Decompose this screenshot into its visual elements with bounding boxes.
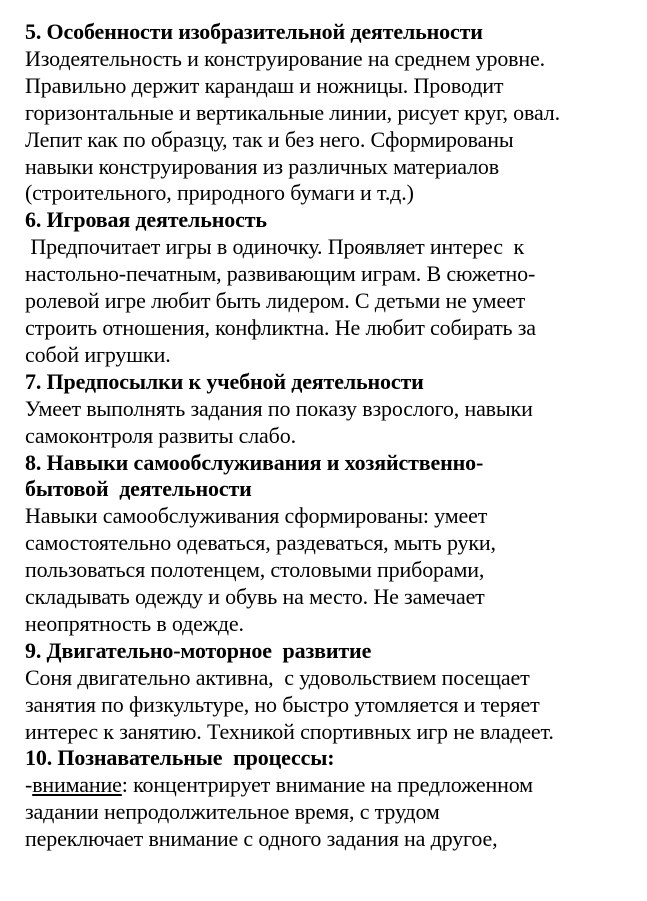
section-body <box>25 46 637 207</box>
body-line: Правильно держит карандаш и ножницы. Проводит <box>25 72 504 98</box>
body-line: горизонтальные и вертикальные линии, рисует круг, овал. <box>25 99 560 125</box>
section-heading <box>25 745 637 772</box>
attention-text: : концентрирует внимание на предложенном <box>121 772 533 798</box>
section-5-visual-activity <box>25 19 637 207</box>
body-line: Умеет выполнять задания по показу взрослого, навыки <box>25 395 533 421</box>
body-line: самостоятельно одеваться, раздеваться, мыть руки, <box>25 530 496 556</box>
body-line: задании непродолжительное время, с трудом <box>25 799 440 825</box>
body-line: (строительного, природного бумаги и т.д.) <box>25 180 414 206</box>
heading-line: 6. Игровая деятельность <box>25 207 267 233</box>
body-line: ролевой игре любит быть лидером. С детьми не умеет <box>25 288 526 314</box>
section-body <box>25 665 637 746</box>
body-line: интерес к занятию. Техникой спортивных игр не владеет. <box>25 718 554 744</box>
body-line: неопрятность в одежде. <box>25 610 244 636</box>
section-heading <box>25 207 637 234</box>
heading-line: 9. Двигательно-моторное развитие <box>25 637 372 663</box>
attention-term: внимание <box>32 772 122 798</box>
body-line: собой игрушки. <box>25 341 171 367</box>
body-line: Лепит как по образцу, так и без него. Сформированы <box>25 126 514 152</box>
attention-line <box>25 772 637 799</box>
section-heading <box>25 369 637 396</box>
section-8-self-care-skills <box>25 450 637 638</box>
body-line: пользоваться полотенцем, столовыми приборами, <box>25 557 485 583</box>
body-line: Соня двигательно активна, с удовольствием посещает <box>25 664 530 690</box>
section-heading <box>25 638 637 665</box>
section-body <box>25 234 637 369</box>
section-10-cognitive-processes <box>25 745 637 853</box>
body-line: навыки конструирования из различных материалов <box>25 153 500 179</box>
section-body <box>25 396 637 450</box>
heading-line: 10. Познавательные процессы: <box>25 745 335 771</box>
heading-line: бытовой деятельности <box>25 476 252 502</box>
body-line: занятия по физкультуре, но быстро утомляется и теряет <box>25 691 540 717</box>
section-7-learning-prerequisites <box>25 369 637 450</box>
body-line: строить отношения, конфликтна. Не любит собирать за <box>25 314 536 340</box>
section-6-play-activity <box>25 207 637 368</box>
section-body <box>25 772 637 853</box>
body-line: переключает внимание с одного задания на другое, <box>25 826 498 852</box>
list-dash: - <box>25 772 33 798</box>
section-9-motor-development <box>25 638 637 746</box>
body-line: настольно-печатным, развивающим играм. В сюжетно- <box>25 261 536 287</box>
body-line: самоконтроля развиты слабо. <box>25 422 296 448</box>
body-line: складывать одежду и обувь на место. Не замечает <box>25 584 485 610</box>
heading-line: 8. Навыки самообслуживания и хозяйственно- <box>25 449 484 475</box>
body-line: Изодеятельность и конструирование на среднем уровне. <box>25 45 545 71</box>
body-line: Предпочитает игры в одиночку. Проявляет интерес к <box>25 234 525 260</box>
body-line: Навыки самообслуживания сформированы: умеет <box>25 503 488 529</box>
heading-line: 7. Предпосылки к учебной деятельности <box>25 368 424 394</box>
heading-line: 5. Особенности изобразительной деятельности <box>25 19 483 44</box>
section-heading <box>25 19 637 46</box>
section-body <box>25 503 637 638</box>
section-heading <box>25 450 637 504</box>
